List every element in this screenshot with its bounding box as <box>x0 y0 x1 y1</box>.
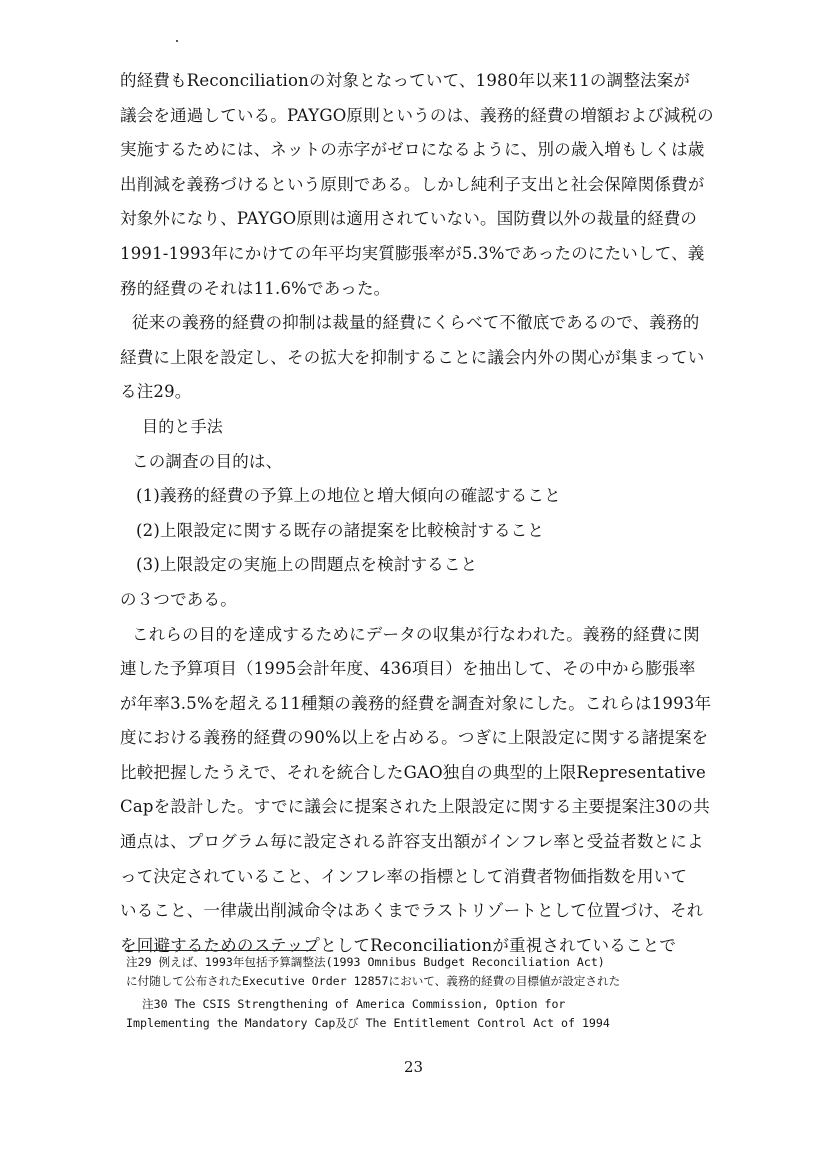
footnotes <box>126 950 716 1033</box>
purpose-item: (2)上限設定に関する既存の諸提案を比較検討すること <box>136 520 545 540</box>
body-line: る注29。 <box>120 382 192 402</box>
purpose-intro: この調査の目的は、 <box>132 451 283 471</box>
body-line: 従来の義務的経費の抑制は裁量的経費にくらべて不徹底であるので、義務的 <box>132 313 700 333</box>
body-line: いること、一律歳出削減命令はあくまでラストリゾートとして位置づけ、それ <box>120 901 704 921</box>
body-line: 議会を通過している。PAYGO原則というのは、義務的経費の増額および減税の <box>120 105 714 125</box>
purpose-outro: の３つである。 <box>120 589 237 609</box>
body-line: を回避するためのステップとしてReconciliationが重視されていることで <box>120 935 677 955</box>
body-line: これらの目的を達成するためにデータの収集が行なわれた。義務的経費に関 <box>132 624 700 644</box>
scan-speck <box>176 40 178 42</box>
footnote-line: 注29 例えば、1993年包括予算調整法(1993 Omnibus Budget Reconciliation Act) <box>126 955 605 969</box>
body-line: 実施するためには、ネットの赤字がゼロになるように、別の歳入増もしくは歳 <box>120 140 705 160</box>
body-line: が年率3.5%を超える11種類の義務的経費を調査対象にした。これらは1993年 <box>120 693 712 713</box>
purpose-item: (3)上限設定の実施上の問題点を検討すること <box>136 555 478 575</box>
body-line: 経費に上限を設定し、その拡大を抑制することに議会内外の関心が集まってい <box>120 347 705 367</box>
body-line: 連した予算項目（1995会計年度、436項目）を抽出して、その中から膨張率 <box>120 659 696 679</box>
body-line: 比較把握したうえで、それを統合したGAO独自の典型的上限Representative <box>120 762 706 782</box>
body-line: 1991-1993年にかけての年平均実質膨張率が5.3%であったのにたいして、義 <box>120 243 705 263</box>
footnote-line: に付随して公布されたExecutive Order 12857において、義務的経費の目標値が設定された <box>126 974 621 988</box>
footnote-line: Implementing the Mandatory Cap及び The Entitlement Control Act of 1994 <box>126 1016 610 1030</box>
body-line: 通点は、プログラム毎に設定される許容支出額がインフレ率と受益者数とによ <box>120 832 704 852</box>
section-heading: 目的と手法 <box>142 416 224 436</box>
footnote-rule <box>126 950 316 951</box>
body-line: って決定されていること、インフレ率の指標として消費者物価指数を用いて <box>120 866 688 886</box>
purpose-item: (1)義務的経費の予算上の地位と増大傾向の確認すること <box>136 486 561 506</box>
body-text <box>120 64 720 963</box>
body-line: Capを設計した。すでに議会に提案された上限設定に関する主要提案注30の共 <box>120 797 710 817</box>
body-line: 対象外になり、PAYGO原則は適用されていない。国防費以外の裁量的経費の <box>120 209 698 229</box>
body-line: 的経費もReconciliationの対象となっていて、1980年以来11の調整法案が <box>120 71 691 90</box>
page-number: 23 <box>403 1058 424 1076</box>
body-line: 務的経費のそれは11.6%であった。 <box>120 278 391 298</box>
footnote-line: 注30 The CSIS Strengthening of America Commission, Option for <box>142 997 566 1011</box>
body-line: 度における義務的経費の90%以上を占める。つぎに上限設定に関する諸提案を <box>120 728 709 748</box>
body-line: 出削減を義務づけるという原則である。しかし純利子支出と社会保障関係費が <box>120 174 705 194</box>
